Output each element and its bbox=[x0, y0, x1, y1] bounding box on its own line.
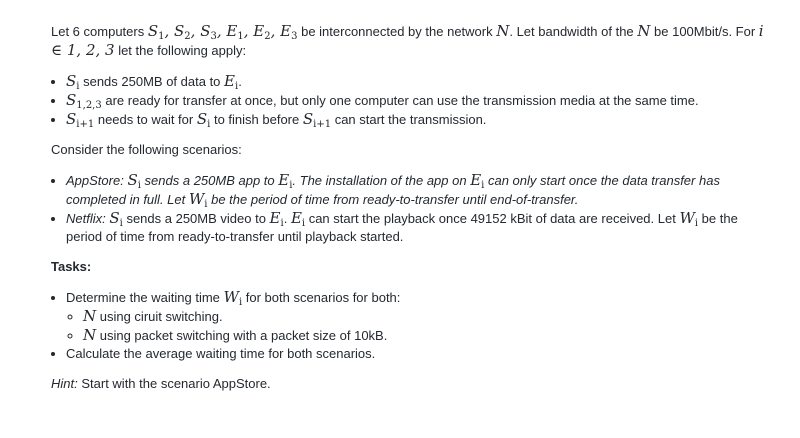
list-item: ◦ N using packet switching with a packet size of 10kB. bbox=[83, 326, 776, 345]
intro-text-2: be interconnected by the network bbox=[297, 24, 497, 39]
hint: Hint: Start with the scenario AppStore. bbox=[51, 376, 271, 391]
list-item: • $S_{i+1}$ needs to wait for $S_i$ to finish before $S_{i+1}$ can start the transmission. bbox=[66, 110, 776, 129]
list-item: • Calculate the average waiting time for both scenarios. bbox=[66, 345, 776, 363]
intro-text-1: Let 6 computers bbox=[51, 24, 148, 39]
scenarios-intro: Consider the following scenarios: bbox=[51, 142, 242, 157]
tasks-list bbox=[51, 288, 776, 363]
task-sublist bbox=[66, 307, 776, 345]
intro-paragraph bbox=[51, 22, 776, 60]
scenario-netflix: • Netflix: $S_i$ sends a 250MB video to $E_i$. $E_i$ can start the playback once 49152 kBit of data are received. Let $W_i$ be the period of time from ready-to-transfer until playback started. bbox=[66, 209, 776, 246]
computers-list: $S_1$, $S_2$, $S_3$, $E_1$, $E_2$, $E_3$ bbox=[147, 22, 298, 42]
index-range: i ∈ 1, 2, 3 bbox=[51, 22, 764, 59]
problem-content bbox=[51, 22, 776, 393]
network-symbol: N bbox=[496, 22, 510, 40]
intro-text-5: let the following apply: bbox=[114, 43, 247, 58]
list-item: • $S_i$ sends 250MB of data to $E_i$. bbox=[66, 72, 776, 91]
network-symbol: N bbox=[637, 22, 651, 40]
tasks-heading: Tasks: bbox=[51, 259, 92, 274]
intro-text-3: . Let bandwidth of the bbox=[509, 24, 638, 39]
list-item: • Determine the waiting time $W_i$ for both scenarios for both: ◦ N using ciruit switching. ◦ N using packet switching with a packet size of 10kB. bbox=[66, 288, 776, 345]
list-item: • $S_{1,2,3}$ are ready for transfer at once, but only one computer can use the transmission media at the same time. bbox=[66, 91, 776, 110]
scenario-appstore: • AppStore: $S_i$ sends a 250MB app to $E_i$. The installation of the app on $E_i$ can only start once the data transfer has completed in full. Let $W_i$ be the period of time from ready-to-transfer until end-of-transfer. bbox=[66, 171, 776, 209]
scenarios-list bbox=[51, 171, 776, 246]
list-item: ◦ N using ciruit switching. bbox=[83, 307, 776, 326]
intro-text-4: be 100Mbit/s. For bbox=[650, 24, 759, 39]
requirements-list bbox=[51, 72, 776, 129]
